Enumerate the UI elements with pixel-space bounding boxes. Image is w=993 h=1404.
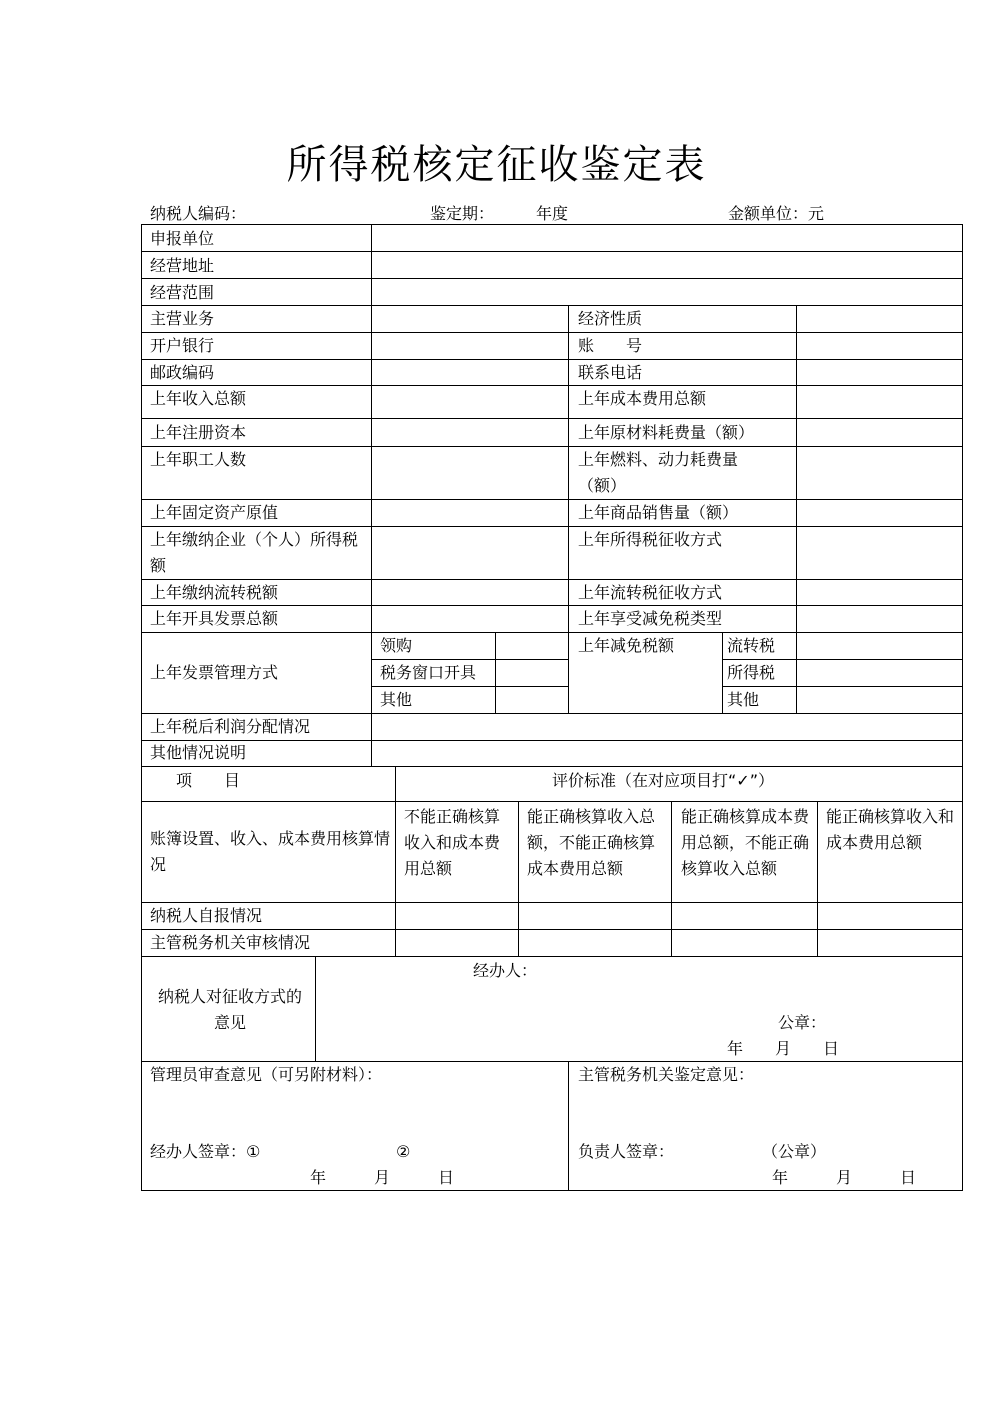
eval-option: 能正确核算收入和成本费用总额: [826, 807, 955, 852]
handler-sign-label: 经办人签章：①: [150, 1142, 261, 1161]
grid-line: [141, 305, 963, 306]
row-label: 账 号: [578, 336, 643, 355]
row-label: 开户银行: [150, 336, 215, 355]
grid-line: [141, 278, 963, 279]
row-label: 经营范围: [150, 283, 215, 302]
grid-line: [141, 332, 963, 333]
eval-row-label: 账簿设置、收入、成本费用核算情况: [150, 829, 391, 874]
row-label: 上年税后利润分配情况: [150, 717, 311, 736]
row-label: 上年成本费用总额: [578, 389, 707, 408]
grid-line: [141, 224, 963, 225]
row-label: 上年减免税额: [578, 636, 675, 655]
period-label: 鉴定期：: [430, 204, 495, 223]
grid-line: [141, 956, 963, 957]
row-label: 经营地址: [150, 256, 215, 275]
row-label: 税务窗口开具: [380, 663, 477, 682]
eval-row-label: 纳税人自报情况: [150, 906, 263, 925]
authority-opinion-label: 主管税务机关鉴定意见：: [578, 1065, 755, 1084]
grid-line: [568, 305, 569, 714]
left-date: 年 月 日: [310, 1168, 455, 1187]
row-label: 联系电话: [578, 363, 643, 382]
row-label: 经济性质: [578, 309, 643, 328]
row-label: 上年流转税征收方式: [578, 583, 723, 602]
principal-sign-label: 负责人签章：: [578, 1142, 675, 1161]
eval-item-header: 项 目: [176, 771, 241, 790]
row-label: 上年发票管理方式: [150, 663, 279, 682]
row-label: 上年注册资本: [150, 423, 247, 442]
row-label: 其他: [727, 690, 760, 709]
grid-line: [141, 251, 963, 252]
row-label: 所得税: [727, 663, 776, 682]
row-label: 上年开具发票总额: [150, 609, 279, 628]
row-label: 上年收入总额: [150, 389, 247, 408]
admin-review-label: 管理员审查意见（可另附材料）：: [150, 1065, 383, 1084]
row-label: 流转税: [727, 636, 776, 655]
grid-line: [141, 902, 963, 903]
grid-line: [141, 766, 963, 767]
row-label: 上年享受减免税类型: [578, 609, 723, 628]
grid-line: [141, 385, 963, 386]
official-seal-label: （公章）: [762, 1142, 827, 1161]
opinion-label: 纳税人对征收方式的意见: [157, 987, 302, 1032]
row-label: 其他情况说明: [150, 743, 247, 762]
eval-option: 不能正确核算收入和成本费用总额: [404, 807, 501, 878]
row-label: 其他: [380, 690, 413, 709]
grid-line: [518, 801, 519, 957]
grid-line: [495, 632, 496, 714]
page-title: 所得税核定征收鉴定表: [286, 142, 707, 188]
row-label: 上年原材料耗费量（额）: [578, 423, 755, 442]
unit-label: 金额单位：元: [728, 204, 825, 223]
grid-line: [141, 801, 963, 802]
handler-label: 经办人：: [473, 961, 538, 980]
seal-label: 公章：: [778, 1013, 827, 1032]
row-label: 主营业务: [150, 309, 215, 328]
grid-line: [568, 1061, 569, 1191]
grid-line: [141, 418, 963, 419]
grid-line: [141, 632, 963, 633]
opinion-date: 年 月 日: [727, 1039, 840, 1058]
row-label: 上年缴纳流转税额: [150, 583, 279, 602]
handler-sign-second: ②: [396, 1142, 411, 1161]
grid-line: [796, 305, 797, 714]
grid-line: [817, 801, 818, 957]
grid-line: [315, 956, 316, 1062]
grid-line: [141, 359, 963, 360]
eval-standard-header: 评价标准（在对应项目打“✓”）: [552, 771, 774, 790]
grid-line: [962, 224, 963, 1191]
right-date: 年 月 日: [772, 1168, 917, 1187]
row-label: 上年缴纳企业（个人）所得税额: [150, 530, 359, 575]
grid-line: [371, 224, 372, 767]
grid-line: [141, 446, 963, 447]
row-label: 邮政编码: [150, 363, 215, 382]
eval-option: 能正确核算收入总额，不能正确核算成本费用总额: [527, 807, 656, 878]
row-label: 领购: [380, 636, 413, 655]
grid-line: [671, 801, 672, 957]
row-label: 上年固定资产原值: [150, 503, 279, 522]
row-label: 上年商品销售量（额）: [578, 503, 739, 522]
eval-row-label: 主管税务机关审核情况: [150, 933, 311, 952]
eval-option: 能正确核算成本费用总额，不能正确核算收入总额: [681, 807, 810, 878]
row-label: 申报单位: [150, 229, 215, 248]
grid-line: [141, 740, 963, 741]
grid-line: [395, 766, 396, 957]
year-label: 年度: [536, 204, 569, 223]
taxpayer-no-label: 纳税人编码：: [150, 204, 247, 223]
grid-line: [722, 632, 723, 714]
row-label: 上年燃料、动力耗费量（额）: [578, 450, 739, 495]
grid-line: [141, 224, 142, 1191]
row-label: 上年所得税征收方式: [578, 530, 723, 549]
row-label: 上年职工人数: [150, 450, 247, 469]
